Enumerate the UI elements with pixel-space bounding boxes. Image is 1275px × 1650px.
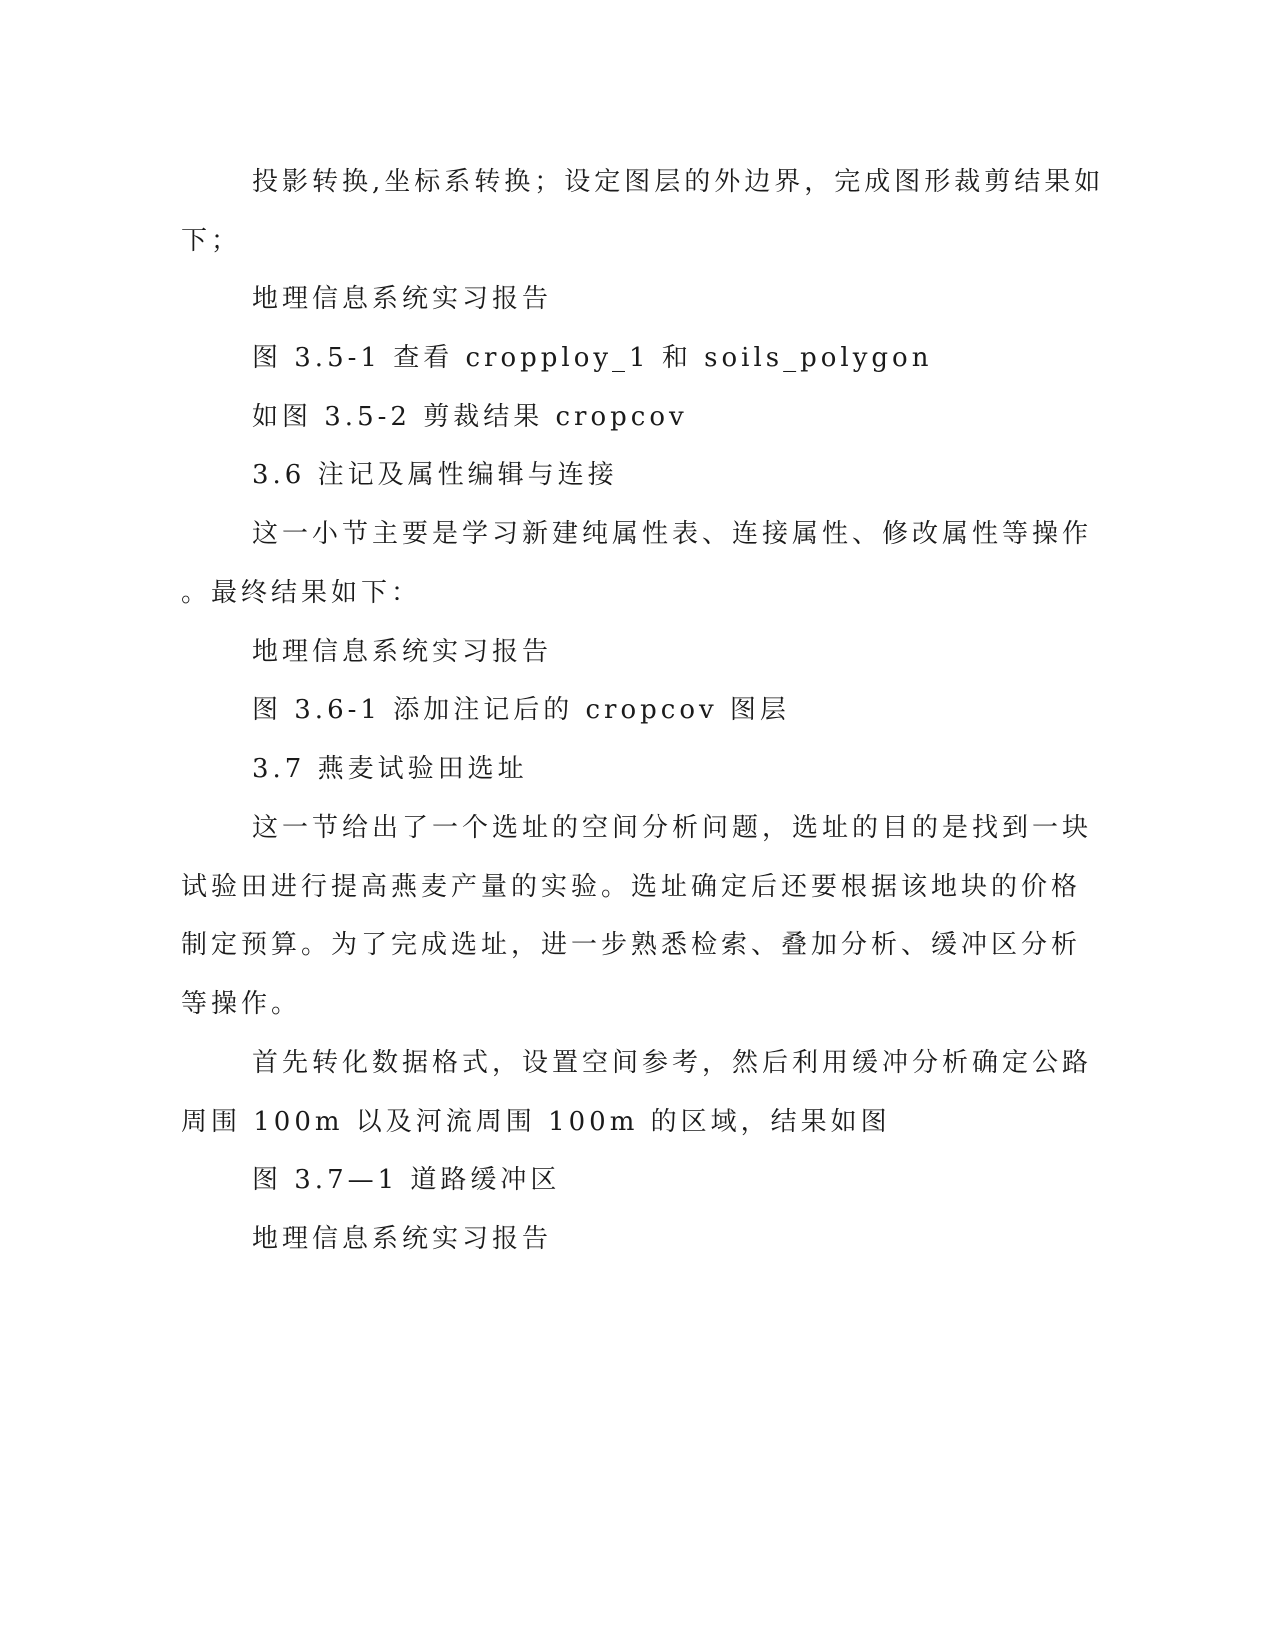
report-header-line: 地理信息系统实习报告: [252, 637, 553, 667]
report-header-line: 地理信息系统实习报告: [252, 1224, 553, 1254]
paragraph-line: 等操作。: [181, 989, 302, 1019]
paragraph-line: 周围 100m 以及河流周围 100m 的区域，结果如图: [181, 1107, 891, 1137]
paragraph-line: 首先转化数据格式，设置空间参考，然后利用缓冲分析确定公路: [252, 1048, 1093, 1078]
section-heading: 3.6 注记及属性编辑与连接: [252, 460, 618, 490]
paragraph-line: 试验田进行提高燕麦产量的实验。选址确定后还要根据该地块的价格: [181, 872, 1082, 902]
figure-caption: 图 3.5-1 查看 cropploy_1 和 soils_polygon: [252, 343, 933, 373]
paragraph-line: 下；: [181, 226, 242, 256]
paragraph-line: 这一小节主要是学习新建纯属性表、连接属性、修改属性等操作: [252, 519, 1093, 549]
report-header-line: 地理信息系统实习报告: [252, 284, 553, 314]
figure-caption: 如图 3.5-2 剪裁结果 cropcov: [252, 402, 688, 432]
paragraph-line: 制定预算。为了完成选址，进一步熟悉检索、叠加分析、缓冲区分析: [181, 930, 1082, 960]
paragraph-line: 投影转换,坐标系转换；设定图层的外边界，完成图形裁剪结果如: [252, 167, 1105, 197]
figure-caption: 图 3.7—1 道路缓冲区: [252, 1165, 561, 1195]
section-heading: 3.7 燕麦试验田选址: [252, 754, 528, 784]
figure-caption: 图 3.6-1 添加注记后的 cropcov 图层: [252, 695, 790, 725]
paragraph-line: 这一节给出了一个选址的空间分析问题，选址的目的是找到一块: [252, 813, 1093, 843]
paragraph-line: 。最终结果如下：: [181, 578, 422, 608]
